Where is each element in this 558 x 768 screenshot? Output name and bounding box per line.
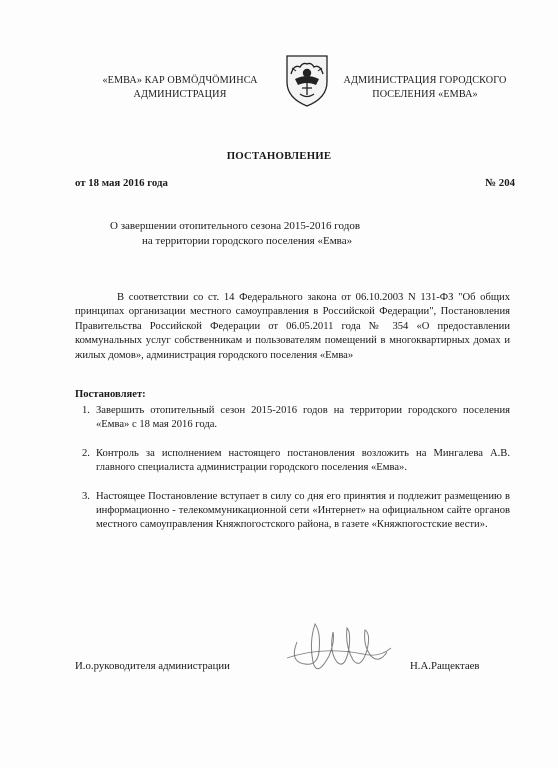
header-left-line2: АДМИНИСТРАЦИЯ	[133, 89, 227, 100]
decree-item	[82, 447, 510, 476]
decree-item-text: Завершить отопительный сезон 2015-2016 годов на территории городского поселения «Емва» с 18 мая 2016 года.	[96, 405, 510, 431]
decree-item	[82, 490, 510, 533]
decree-item	[82, 404, 510, 433]
header-right-line1: АДМИНИСТРАЦИЯ ГОРОДСКОГО	[343, 75, 507, 86]
decree-item-number: 3.	[82, 490, 90, 502]
header-left-block	[80, 74, 280, 102]
decree-item-number: 1.	[82, 405, 90, 416]
decree-item-number: 2.	[82, 447, 90, 459]
preamble-paragraph: В соответствии со ст. 14 Федерального закона от 06.10.2003 N 131-ФЗ "Об общих принципах организации местного самоуправления в Российской Федерации", Постановления Правительства Российской Федерации от 06.05.2011 года № 354 «О предоставлении коммунальных услуг собственникам и пользователям помещений в многоквартирных домах и жилых домов», администрация городского поселения «Емва»	[75, 292, 510, 361]
decree-items-list	[82, 404, 510, 547]
subject-line-1: О завершении отопительного сезона 2015-2016 годов	[110, 220, 361, 232]
header-left-line1: «ЕМВА» КАР ОВМÖДЧÖМИНСА	[102, 75, 258, 86]
document-date: от 18 мая 2016 года	[75, 177, 168, 189]
document-subject	[110, 219, 430, 249]
date-number-line	[75, 177, 515, 189]
signatory-name: Н.А.Ращектаев	[410, 660, 480, 672]
subject-line-2: на территории городского поселения «Емва»	[142, 235, 353, 247]
document-number: № 204	[485, 177, 515, 189]
header-right-line2: ПОСЕЛЕНИЯ «ЕМВА»	[372, 89, 478, 100]
decree-item-text: Контроль за исполнением настоящего постановления возложить на Мингалева А.В. главного специалиста администрации городского поселения «Емва».	[96, 447, 510, 474]
header-right-block	[340, 74, 510, 102]
decree-item-text: Настоящее Постановление вступает в силу со дня его принятия и подлежит размещению в информационно - телекоммуникационной сети «Интернет» на официальном сайте органов местного самоуправления Княжпогостского района, в газете «Княжпогостские вести».	[96, 490, 510, 531]
komi-coat-of-arms-icon	[283, 52, 331, 108]
document-title: ПОСТАНОВЛЕНИЕ	[226, 150, 332, 162]
handwritten-signature	[283, 612, 393, 682]
decree-label: Постановляет:	[75, 389, 146, 400]
signatory-position: И.о.руководителя администрации	[75, 660, 230, 672]
